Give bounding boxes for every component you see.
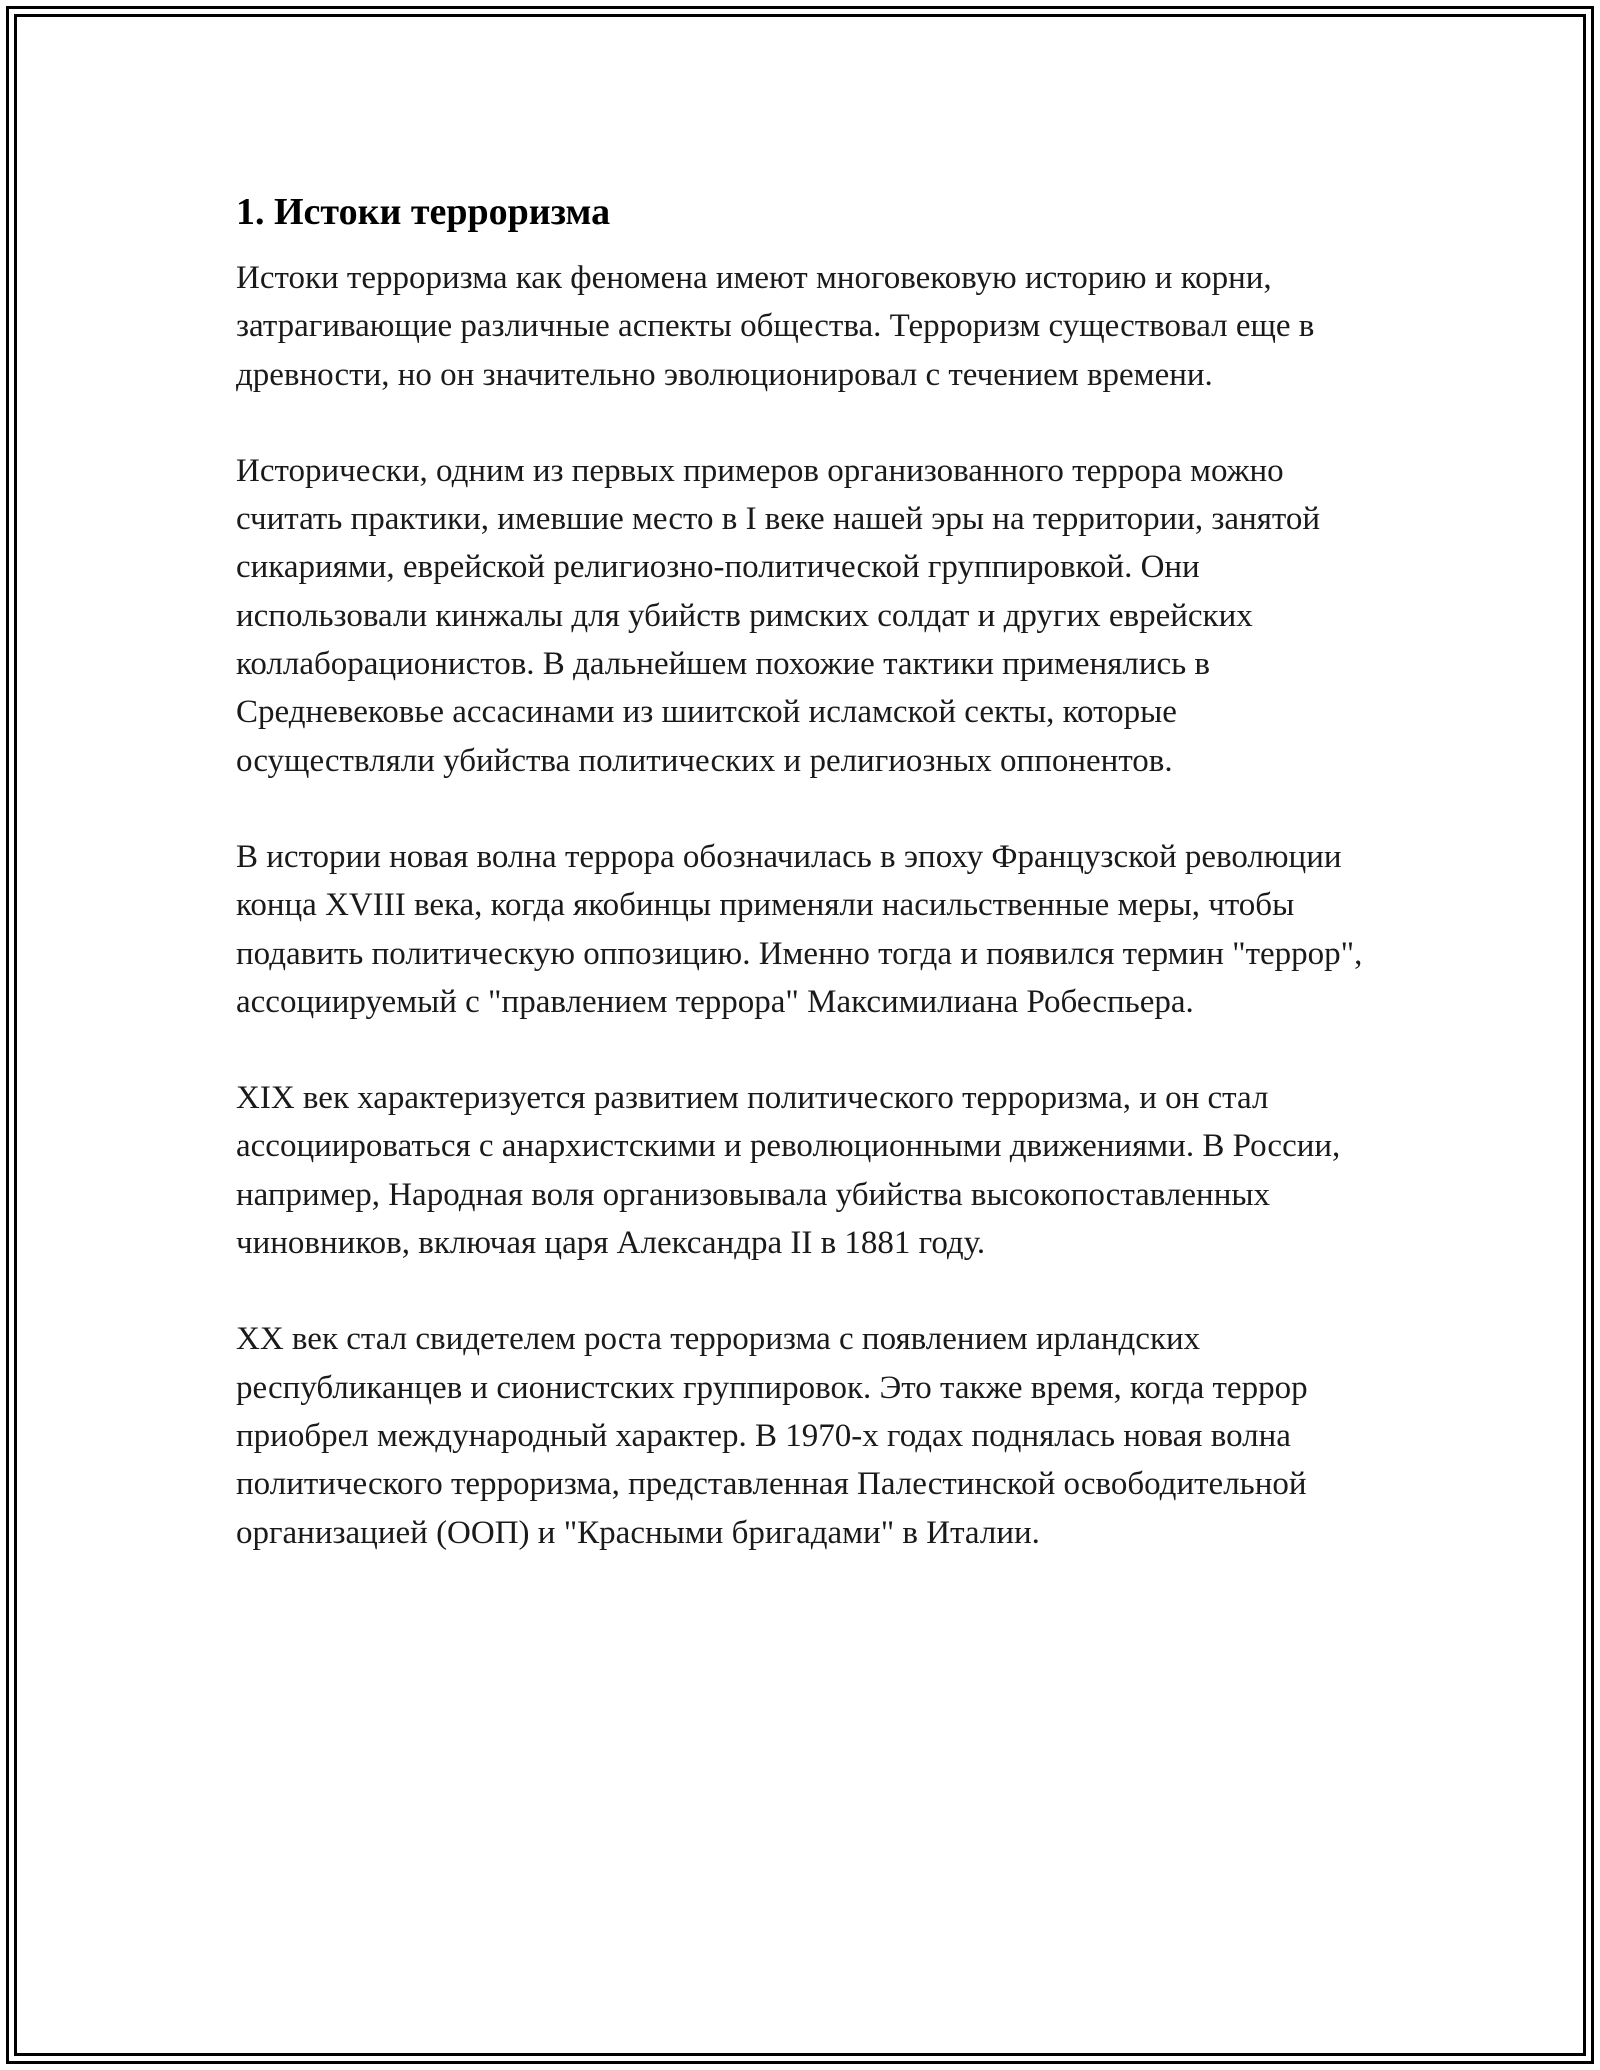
section-heading: 1. Истоки терроризма xyxy=(236,191,611,233)
paragraph-nineteenth-century: XIX век характеризуется развитием политического терроризма, и он стал ассоциироваться с анархистскими и революционными движениями. В России, например, Народная воля организовывала убийства высокопоставленных чиновников, включая царя Александра II в 1881 году. xyxy=(236,1080,1341,1262)
paragraph-twentieth-century: XX век стал свидетелем роста терроризма с появлением ирландских республиканцев и сионистских группировок. Это также время, когда террор приобрел международный характер. В 1970-х годах поднялась новая волна политического терроризма, представленная Палестинской освободительной организацией (ООП) и "Красными бригадами" в Италии. xyxy=(236,1321,1308,1551)
paragraph-french-revolution: В истории новая волна террора обозначилась в эпоху Французской революции конца XVIII века, когда якобинцы применяли насильственные меры, чтобы подавить политическую оппозицию. Именно тогда и появился термин "террор", ассоциируемый с "правлением террора" Максимилиана Робеспьера. xyxy=(236,838,1363,1020)
paragraph-origins: Истоки терроризма как феномена имеют многовековую историю и корни, затрагивающие различные аспекты общества. Терроризм существовал еще в древности, но он значительно эволюционировал с течением времени. xyxy=(236,260,1315,393)
paragraph-historical-examples: Исторически, одним из первых примеров организованного террора можно считать практики, имевшие место в I веке нашей эры на территории, занятой сикариями, еврейской религиозно-политической группировкой. Они использовали кинжалы для убийств римских солдат и других еврейских коллаборационистов. В дальнейшем похожие тактики применялись в Средневековье ассасинами из шиитской исламской секты, которые осуществляли убийства политических и религиозных оппонентов. xyxy=(236,452,1321,779)
document-body xyxy=(236,188,1376,1605)
